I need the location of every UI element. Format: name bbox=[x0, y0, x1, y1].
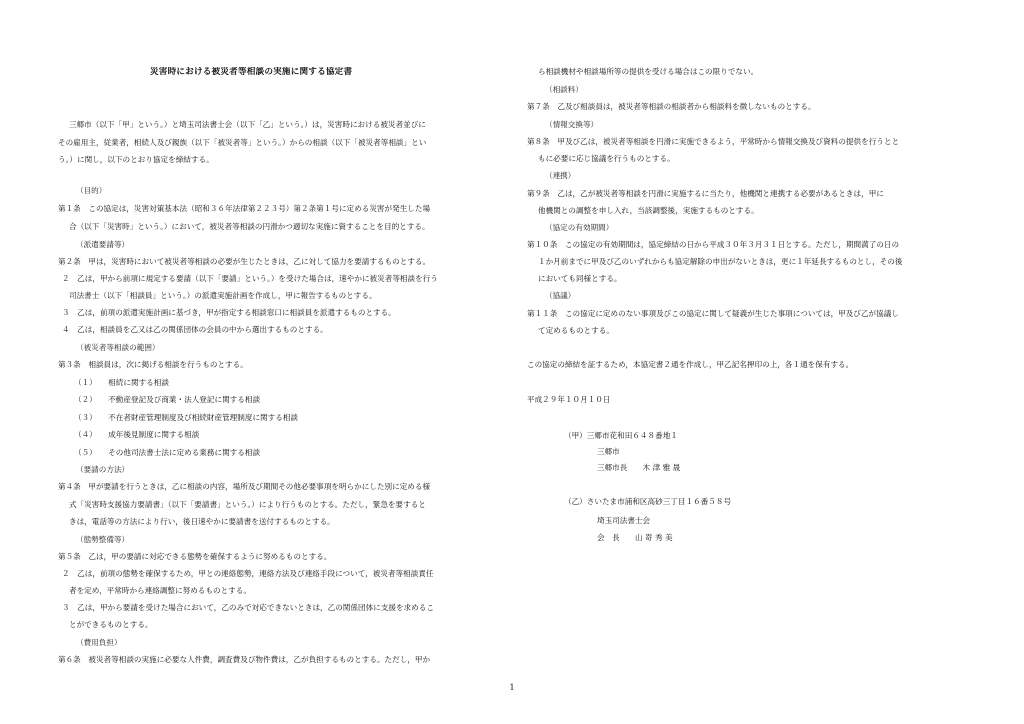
text-line: 司法書士（以下「相談員」という。）の派遣実施計画を作成し，甲に報告するものとする。 bbox=[69, 291, 377, 300]
text-line: 第２条 甲は，災害時において被災者等相談の必要が生じたときは，乙に対して協力を要請するものとする。 bbox=[58, 257, 431, 266]
text-line: その雇用主，従業者，相続人及び親族（以下「被災者等」という。）からの相談（以下「被災者等相談」とい bbox=[58, 138, 427, 147]
text-line: 第６条 被災者等相談の実施に必要な人件費，調査費及び物件費は，乙が負担するものとする。ただし，甲か bbox=[58, 655, 431, 664]
text-line: （乙）さいたま市浦和区高砂三丁目１６番５８号 bbox=[564, 497, 732, 506]
text-line: （３） 不在者財産管理制度及び相続財産管理制度に関する相談 bbox=[74, 413, 299, 422]
text-line: （２） 不動産登記及び商業・法人登記に関する相談 bbox=[74, 395, 261, 404]
text-line: 三郷市長 木 津 雅 晟 bbox=[597, 463, 681, 472]
text-line: （甲）三郷市花和田６４８番地１ bbox=[564, 431, 678, 440]
article-caption: （費用負担） bbox=[76, 638, 122, 647]
text-line: 平成２９年１０月１０日 bbox=[527, 395, 611, 404]
text-line: ２ 乙は，甲から前項に規定する要請（以下「要請」という。）を受けた場合は，速やかに被災者等相談を行う bbox=[62, 274, 438, 283]
article-caption: （派遣要請等） bbox=[76, 240, 130, 249]
text-line: ら相談機材や相談場所等の提供を受ける場合はこの限りでない。 bbox=[538, 67, 759, 76]
text-line: 他機関との調整を申し入れ，当該調整後，実施するものとする。 bbox=[538, 206, 759, 215]
text-line: ４ 乙は，相談員を乙又は乙の関係団体の会員の中から選出するものとする。 bbox=[62, 325, 328, 334]
text-line: 会 長 山 嵜 秀 美 bbox=[597, 533, 673, 542]
text-line: 第４条 甲が要請を行うときは，乙に相談の内容，場所及び期間その他必要事項を明らかにした別に定める様 bbox=[58, 482, 431, 491]
text-line: とができるものとする。 bbox=[69, 620, 153, 629]
article-caption: （態勢整備等） bbox=[76, 535, 130, 544]
article-caption: （協定の有効期間） bbox=[545, 223, 614, 232]
text-line: ３ 乙は，甲から要請を受けた場合において，乙のみで対応できないときは，乙の関係団体に支援を求めるこ bbox=[62, 603, 434, 612]
text-line: きは，電話等の方法により行い，後日速やかに要請書を送付するものとする。 bbox=[69, 517, 335, 526]
text-line: 三郷市 bbox=[597, 447, 620, 456]
article-caption: （要請の方法） bbox=[76, 465, 130, 474]
text-line: 第５条 乙は，甲の要請に対応できる態勢を確保するように努めるものとする。 bbox=[58, 552, 332, 561]
text-line: においても同様とする。 bbox=[538, 274, 622, 283]
text-line: 者を定め，平常時から連絡調整に努めるものとする。 bbox=[69, 586, 251, 595]
text-line: （５） その他司法書士法に定める業務に関する相談 bbox=[74, 448, 261, 457]
text-line: （４） 成年後見制度に関する相談 bbox=[74, 430, 200, 439]
article-caption: （被災者等相談の範囲） bbox=[76, 343, 160, 352]
article-caption: （連携） bbox=[545, 171, 576, 180]
text-line: 第１０条 この協定の有効期間は，協定締結の日から平成３０年３月３１日とする。ただし，期間満了の日の bbox=[527, 240, 900, 249]
text-line: 第１１条 この協定に定めのない事項及びこの協定に関して疑義が生じた事項については，甲及び乙が協議し bbox=[527, 309, 899, 318]
article-caption: （目的） bbox=[76, 186, 107, 195]
text-line: 式「災害時支援協力要請書」（以下「要請書」という。）により行うものとする。ただし，緊急を要すると bbox=[69, 500, 426, 509]
text-line: この協定の締結を証するため，本協定書２通を作成し，甲乙記名押印の上，各１通を保有する。 bbox=[527, 360, 854, 369]
text-line: 第９条 乙は，乙が被災者等相談を円滑に実施するに当たり，他機関と連携する必要があるときは，甲に bbox=[527, 189, 884, 198]
text-line: ３ 乙は，前項の派遣実施計画に基づき，甲が指定する相談窓口に相談員を派遣するものとする。 bbox=[62, 308, 396, 317]
text-line: 第１条 この協定は，災害対策基本法（昭和３６年法律第２２３号）第２条第１号に定める災害が発生した場 bbox=[58, 204, 431, 213]
text-line: １か月前までに甲及び乙のいずれからも協定解除の申出がないときは，更に１年延長するものとし，その後 bbox=[538, 257, 903, 266]
text-line: ２ 乙は，前項の態勢を確保するため，甲との連絡態勢，連絡方法及び連絡手段について，被災者等相談責任 bbox=[62, 569, 434, 578]
text-line: う。）に関し，以下のとおり協定を締結する。 bbox=[58, 155, 214, 164]
text-line: 第７条 乙及び相談員は，被災者等相談の相談者から相談料を徴しないものとする。 bbox=[527, 102, 816, 111]
text-line: もに必要に応じ協議を行うものとする。 bbox=[538, 154, 675, 163]
text-line: 第３条 相談員は，次に掲げる相談を行うものとする。 bbox=[58, 360, 248, 369]
page-number: 1 bbox=[509, 683, 515, 692]
text-line: 三郷市（以下「甲」という。）と埼玉司法書士会（以下「乙」という。）は，災害時における被災者並びに bbox=[69, 120, 426, 129]
document-title: 災害時における被災者等相談の実施に関する協定書 bbox=[150, 67, 353, 77]
article-caption: （協議） bbox=[545, 291, 576, 300]
text-line: 第８条 甲及び乙は，被災者等相談を円滑に実施できるよう，平常時から情報交換及び資料の提供を行うとと bbox=[527, 137, 900, 146]
text-line: 合（以下「災害時」という。）において，被災者等相談の円滑かつ適切な実施に資することを目的とする。 bbox=[69, 222, 430, 231]
article-caption: （情報交換等） bbox=[545, 120, 599, 129]
text-line: （１） 相続に関する相談 bbox=[74, 378, 169, 387]
article-caption: （相談料） bbox=[545, 85, 583, 94]
text-line: て定めるものとする。 bbox=[538, 326, 614, 335]
text-line: 埼玉司法書士会 bbox=[597, 516, 651, 525]
